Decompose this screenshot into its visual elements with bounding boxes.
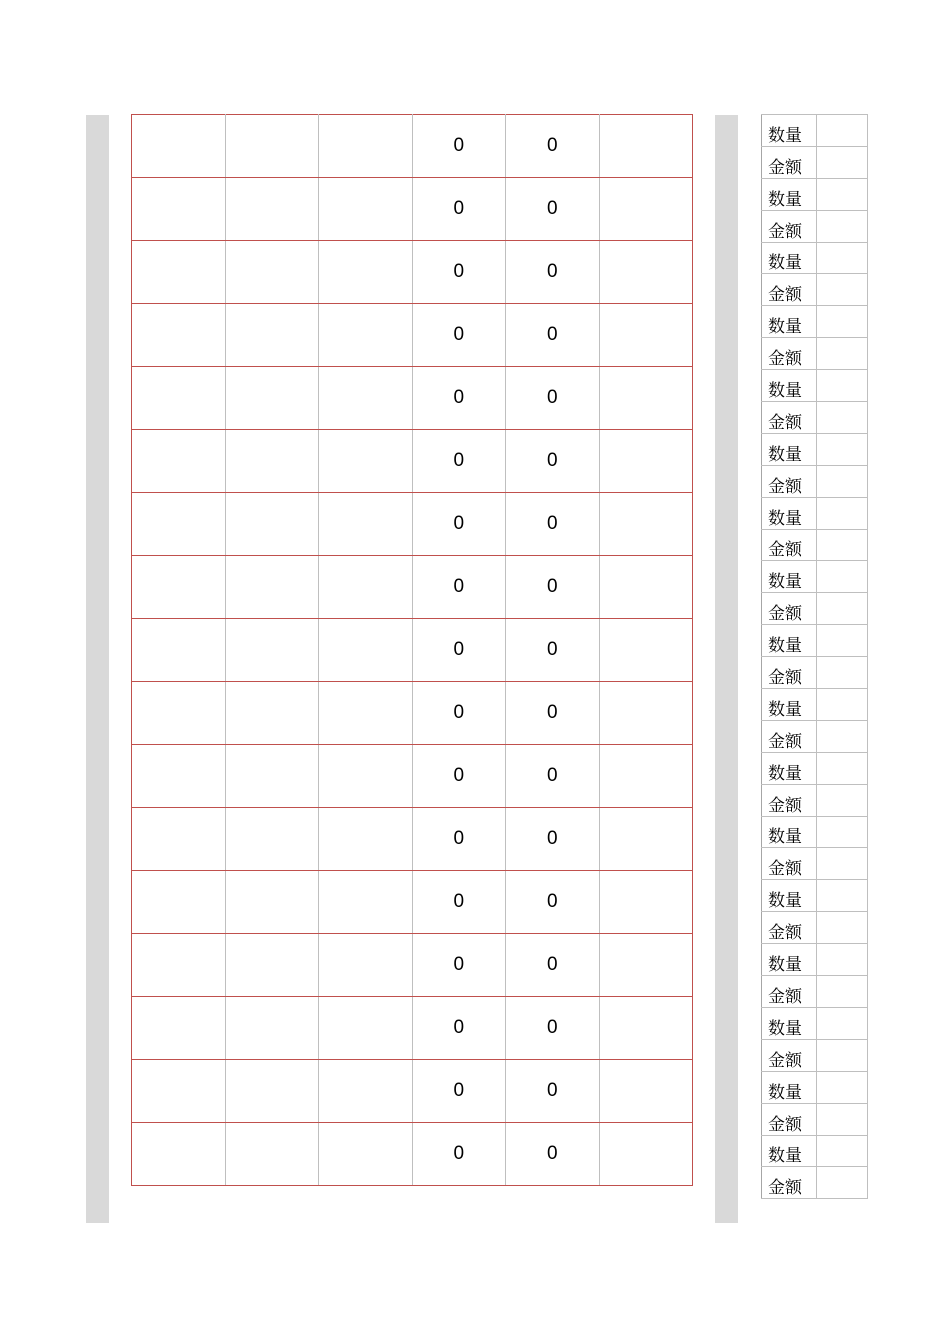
table-cell[interactable]	[132, 241, 226, 304]
table-cell[interactable]	[132, 1060, 226, 1123]
amount-label: 金额	[762, 1039, 817, 1071]
middle-gutter-bar	[715, 115, 738, 1223]
amount-label: 金额	[762, 210, 817, 242]
side-row	[762, 306, 868, 338]
amount-label: 金额	[762, 274, 817, 306]
table-row	[132, 745, 693, 808]
quantity-label: 数量	[762, 433, 817, 465]
table-cell[interactable]	[599, 871, 693, 934]
table-cell[interactable]: 0	[412, 808, 506, 871]
side-value-cell[interactable]	[817, 1039, 868, 1071]
side-row	[762, 178, 868, 210]
side-value-cell[interactable]	[817, 1135, 868, 1167]
table-cell[interactable]	[225, 115, 319, 178]
amount-label: 金额	[762, 784, 817, 816]
table-cell[interactable]	[599, 1060, 693, 1123]
side-table-body	[762, 115, 868, 1199]
side-row	[762, 944, 868, 976]
side-row	[762, 625, 868, 657]
side-row	[762, 752, 868, 784]
table-row	[132, 115, 693, 178]
table-cell[interactable]: 0	[412, 178, 506, 241]
table-cell[interactable]	[132, 682, 226, 745]
table-cell[interactable]: 0	[506, 808, 600, 871]
side-value-cell[interactable]	[817, 944, 868, 976]
table-cell[interactable]	[599, 619, 693, 682]
amount-label: 金额	[762, 912, 817, 944]
side-row	[762, 720, 868, 752]
quantity-label: 数量	[762, 242, 817, 274]
side-value-cell[interactable]	[817, 784, 868, 816]
table-row	[132, 367, 693, 430]
table-cell[interactable]: 0	[412, 115, 506, 178]
table-row	[132, 430, 693, 493]
table-cell[interactable]	[225, 556, 319, 619]
side-row	[762, 402, 868, 434]
table-cell[interactable]	[319, 745, 413, 808]
side-row	[762, 115, 868, 147]
table-cell[interactable]	[599, 808, 693, 871]
quantity-label: 数量	[762, 178, 817, 210]
side-value-cell[interactable]	[817, 816, 868, 848]
quantity-label: 数量	[762, 497, 817, 529]
quantity-label: 数量	[762, 306, 817, 338]
table-cell[interactable]: 0	[506, 934, 600, 997]
table-cell[interactable]: 0	[506, 1123, 600, 1186]
table-cell[interactable]	[599, 430, 693, 493]
side-row	[762, 146, 868, 178]
table-cell[interactable]: 0	[412, 367, 506, 430]
table-row	[132, 493, 693, 556]
table-cell[interactable]	[225, 304, 319, 367]
side-value-cell[interactable]	[817, 752, 868, 784]
side-value-cell[interactable]	[817, 465, 868, 497]
side-row	[762, 784, 868, 816]
table-cell[interactable]	[132, 934, 226, 997]
side-value-cell[interactable]	[817, 1103, 868, 1135]
side-row	[762, 1039, 868, 1071]
table-cell[interactable]	[319, 682, 413, 745]
table-cell[interactable]	[319, 493, 413, 556]
side-row	[762, 433, 868, 465]
table-row	[132, 808, 693, 871]
table-row	[132, 934, 693, 997]
amount-label: 金额	[762, 720, 817, 752]
side-value-cell[interactable]	[817, 657, 868, 689]
table-row	[132, 241, 693, 304]
table-cell[interactable]	[319, 430, 413, 493]
table-cell[interactable]	[599, 178, 693, 241]
table-cell[interactable]	[225, 619, 319, 682]
table-row	[132, 997, 693, 1060]
table-cell[interactable]	[225, 997, 319, 1060]
amount-label: 金额	[762, 529, 817, 561]
amount-label: 金额	[762, 1167, 817, 1199]
table-cell[interactable]: 0	[412, 304, 506, 367]
table-cell[interactable]	[132, 556, 226, 619]
table-cell[interactable]	[225, 1060, 319, 1123]
side-value-cell[interactable]	[817, 338, 868, 370]
table-cell[interactable]	[319, 997, 413, 1060]
table-cell[interactable]	[132, 115, 226, 178]
table-cell[interactable]	[319, 556, 413, 619]
amount-label: 金额	[762, 976, 817, 1008]
table-row	[132, 1123, 693, 1186]
side-value-cell[interactable]	[817, 433, 868, 465]
side-value-cell[interactable]	[817, 210, 868, 242]
amount-label: 金额	[762, 146, 817, 178]
table-cell[interactable]	[225, 682, 319, 745]
side-row	[762, 1071, 868, 1103]
table-cell[interactable]: 0	[412, 871, 506, 934]
side-row	[762, 976, 868, 1008]
table-row	[132, 619, 693, 682]
table-cell[interactable]: 0	[506, 997, 600, 1060]
table-cell[interactable]: 0	[412, 682, 506, 745]
side-row	[762, 210, 868, 242]
quantity-label: 数量	[762, 752, 817, 784]
side-value-cell[interactable]	[817, 146, 868, 178]
amount-label: 金额	[762, 848, 817, 880]
table-cell[interactable]	[319, 619, 413, 682]
side-row	[762, 689, 868, 721]
table-cell[interactable]	[225, 745, 319, 808]
side-row	[762, 497, 868, 529]
table-cell[interactable]	[599, 934, 693, 997]
side-value-cell[interactable]	[817, 912, 868, 944]
quantity-label: 数量	[762, 944, 817, 976]
table-cell[interactable]	[599, 304, 693, 367]
side-value-cell[interactable]	[817, 689, 868, 721]
table-cell[interactable]	[132, 745, 226, 808]
side-row	[762, 274, 868, 306]
quantity-label: 数量	[762, 816, 817, 848]
table-cell[interactable]	[225, 934, 319, 997]
table-cell[interactable]	[599, 493, 693, 556]
table-cell[interactable]: 0	[412, 430, 506, 493]
quantity-label: 数量	[762, 689, 817, 721]
table-cell[interactable]: 0	[412, 1123, 506, 1186]
amount-label: 金额	[762, 338, 817, 370]
main-table	[131, 114, 693, 1186]
side-value-cell[interactable]	[817, 848, 868, 880]
quantity-label: 数量	[762, 561, 817, 593]
side-value-cell[interactable]	[817, 529, 868, 561]
table-cell[interactable]	[132, 871, 226, 934]
table-row	[132, 871, 693, 934]
side-value-cell[interactable]	[817, 1167, 868, 1199]
table-cell[interactable]: 0	[412, 241, 506, 304]
side-value-cell[interactable]	[817, 402, 868, 434]
side-row	[762, 848, 868, 880]
side-value-cell[interactable]	[817, 625, 868, 657]
side-value-cell[interactable]	[817, 178, 868, 210]
table-cell[interactable]: 0	[506, 493, 600, 556]
table-cell[interactable]	[599, 556, 693, 619]
table-cell[interactable]	[225, 178, 319, 241]
side-row	[762, 1167, 868, 1199]
table-cell[interactable]: 0	[412, 1060, 506, 1123]
side-value-cell[interactable]	[817, 561, 868, 593]
table-cell[interactable]	[132, 304, 226, 367]
side-value-cell[interactable]	[817, 1007, 868, 1039]
table-cell[interactable]	[132, 1123, 226, 1186]
side-value-cell[interactable]	[817, 593, 868, 625]
table-cell[interactable]: 0	[506, 682, 600, 745]
amount-label: 金额	[762, 657, 817, 689]
side-row	[762, 561, 868, 593]
table-row	[132, 1060, 693, 1123]
table-cell[interactable]: 0	[506, 745, 600, 808]
quantity-label: 数量	[762, 1071, 817, 1103]
amount-label: 金额	[762, 1103, 817, 1135]
side-value-cell[interactable]	[817, 880, 868, 912]
side-value-cell[interactable]	[817, 1071, 868, 1103]
table-cell[interactable]: 0	[506, 241, 600, 304]
side-value-cell[interactable]	[817, 242, 868, 274]
table-cell[interactable]	[599, 367, 693, 430]
quantity-label: 数量	[762, 1007, 817, 1039]
table-cell[interactable]: 0	[412, 934, 506, 997]
table-cell[interactable]: 0	[506, 430, 600, 493]
table-cell[interactable]: 0	[506, 115, 600, 178]
side-value-cell[interactable]	[817, 976, 868, 1008]
table-cell[interactable]	[319, 178, 413, 241]
main-table-body	[132, 115, 693, 1186]
table-cell[interactable]	[319, 871, 413, 934]
table-cell[interactable]	[132, 619, 226, 682]
table-cell[interactable]: 0	[412, 745, 506, 808]
quantity-label: 数量	[762, 370, 817, 402]
table-row	[132, 178, 693, 241]
table-cell[interactable]: 0	[506, 304, 600, 367]
side-row	[762, 242, 868, 274]
table-cell[interactable]	[599, 997, 693, 1060]
table-cell[interactable]: 0	[506, 556, 600, 619]
side-value-cell[interactable]	[817, 370, 868, 402]
side-row	[762, 912, 868, 944]
side-row	[762, 338, 868, 370]
side-value-cell[interactable]	[817, 306, 868, 338]
amount-label: 金额	[762, 465, 817, 497]
table-cell[interactable]	[132, 430, 226, 493]
side-row	[762, 593, 868, 625]
side-row	[762, 657, 868, 689]
side-row	[762, 1103, 868, 1135]
quantity-label: 数量	[762, 880, 817, 912]
table-row	[132, 556, 693, 619]
amount-label: 金额	[762, 593, 817, 625]
quantity-label: 数量	[762, 1135, 817, 1167]
table-cell[interactable]	[225, 871, 319, 934]
quantity-label: 数量	[762, 115, 817, 147]
table-cell[interactable]	[225, 1123, 319, 1186]
side-row	[762, 1007, 868, 1039]
amount-label: 金额	[762, 402, 817, 434]
side-table	[761, 114, 868, 1199]
table-cell[interactable]	[319, 304, 413, 367]
table-cell[interactable]: 0	[506, 1060, 600, 1123]
table-cell[interactable]: 0	[506, 619, 600, 682]
side-value-cell[interactable]	[817, 497, 868, 529]
table-cell[interactable]	[319, 367, 413, 430]
table-cell[interactable]	[132, 367, 226, 430]
table-cell[interactable]	[319, 808, 413, 871]
table-cell[interactable]	[319, 1123, 413, 1186]
table-cell[interactable]: 0	[506, 871, 600, 934]
side-row	[762, 370, 868, 402]
table-cell[interactable]	[225, 241, 319, 304]
table-cell[interactable]: 0	[412, 493, 506, 556]
table-cell[interactable]	[225, 430, 319, 493]
side-row	[762, 1135, 868, 1167]
side-value-cell[interactable]	[817, 274, 868, 306]
table-cell[interactable]	[599, 745, 693, 808]
table-cell[interactable]	[599, 115, 693, 178]
side-row	[762, 529, 868, 561]
left-gutter-bar	[86, 115, 109, 1223]
table-cell[interactable]	[225, 493, 319, 556]
table-cell[interactable]: 0	[412, 556, 506, 619]
table-cell[interactable]	[132, 493, 226, 556]
table-cell[interactable]: 0	[412, 997, 506, 1060]
quantity-label: 数量	[762, 625, 817, 657]
side-value-cell[interactable]	[817, 720, 868, 752]
table-cell[interactable]	[132, 178, 226, 241]
table-cell[interactable]	[599, 682, 693, 745]
table-cell[interactable]	[319, 934, 413, 997]
side-value-cell[interactable]	[817, 115, 868, 147]
table-cell[interactable]	[319, 241, 413, 304]
table-cell[interactable]	[132, 997, 226, 1060]
table-cell[interactable]	[225, 808, 319, 871]
table-cell[interactable]	[319, 1060, 413, 1123]
table-cell[interactable]	[225, 367, 319, 430]
table-row	[132, 304, 693, 367]
table-cell[interactable]	[599, 241, 693, 304]
table-cell[interactable]	[319, 115, 413, 178]
table-cell[interactable]	[132, 808, 226, 871]
side-row	[762, 880, 868, 912]
table-row	[132, 682, 693, 745]
side-row	[762, 816, 868, 848]
table-cell[interactable]: 0	[412, 619, 506, 682]
side-row	[762, 465, 868, 497]
table-cell[interactable]: 0	[506, 367, 600, 430]
table-cell[interactable]: 0	[506, 178, 600, 241]
table-cell[interactable]	[599, 1123, 693, 1186]
